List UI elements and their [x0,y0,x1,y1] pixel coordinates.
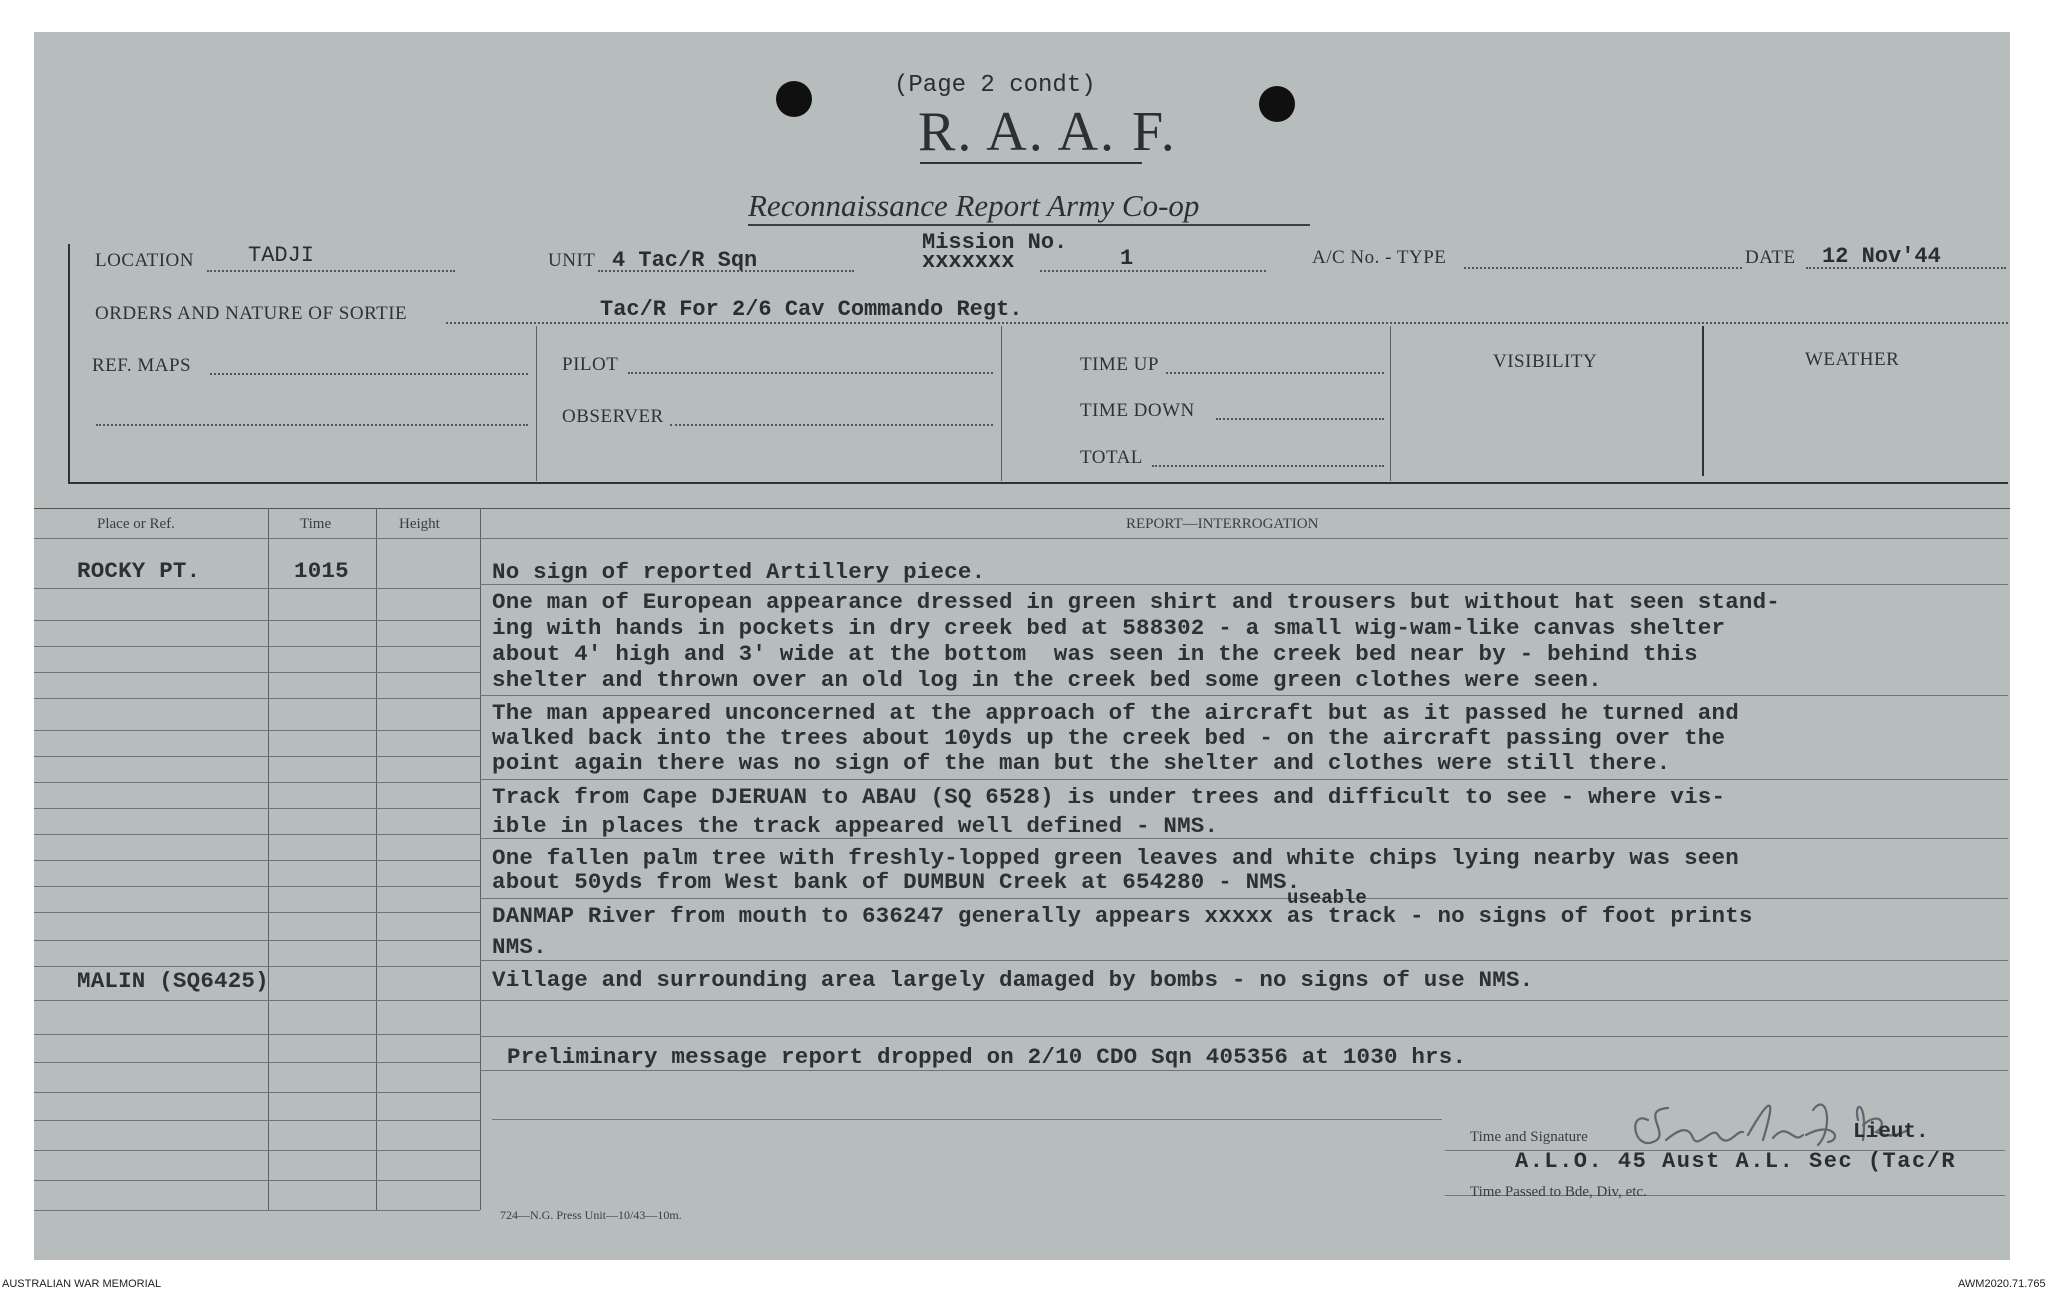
insert-word: useable [1287,887,1367,909]
ref-maps-dots-1 [210,373,528,375]
org-title: R. A. A. F. [918,101,1177,163]
report-line-4: about 4' high and 3' wide at the bottom was seen in the creek bed near by - behind this [492,641,1698,667]
col-height-header: Height [399,516,440,532]
report-line-5: shelter and thrown over an old log in the creek bed some green clothes were seen. [492,667,1602,693]
mission-label: Mission No. [922,230,1068,255]
table-rule-report [480,1036,2008,1037]
location-label: LOCATION [95,250,194,271]
table-col-divider-2 [376,508,377,1210]
report-line-3: ing with hands in pockets in dry creek bed at 588302 - a small wig-wam-like canvas shelter [492,615,1726,641]
report-line-10: ible in places the track appeared well defined - NMS. [492,813,1219,839]
time-1015: 1015 [294,558,349,584]
date-value: 12 Nov'44 [1822,244,1941,269]
orders-dots [446,322,2008,324]
table-rule-report [480,779,2008,780]
form-title-underline [748,224,1310,226]
signature-rule-left [492,1119,1442,1120]
time-passed-label: Time Passed to Bde, Div, etc. [1470,1184,1647,1200]
punch-hole-right [1259,86,1295,122]
table-rule-left [34,1092,480,1093]
table-rule-left [34,940,480,941]
time-down-dots [1216,418,1384,420]
divider-time [1001,326,1002,481]
table-rule-left [34,646,480,647]
ac-type-label: A/C No. - TYPE [1312,247,1447,268]
unit-value: 4 Tac/R Sqn [612,248,758,273]
report-line-13: DANMAP River from mouth to 636247 generally appears xxxxx as track - no signs of foot prints [492,903,1753,929]
report-line-11: One fallen palm tree with freshly-lopped green leaves and white chips lying nearby was seen [492,845,1739,871]
table-col-divider-3 [480,508,481,1210]
printer-note: 724—N.G. Press Unit—10/43—10m. [500,1208,682,1222]
ac-type-dots [1464,267,1742,269]
ref-maps-label: REF. MAPS [92,355,192,376]
total-dots [1152,465,1384,467]
footer-left: AUSTRALIAN WAR MEMORIAL [2,1278,162,1290]
table-rule-left [34,698,480,699]
table-rule-left [34,782,480,783]
report-line-1: No sign of reported Artillery piece. [492,559,986,585]
table-rule-left [34,860,480,861]
table-top-line [34,508,2010,509]
time-signature-label: Time and Signature [1470,1129,1588,1145]
table-rule-left [34,1062,480,1063]
divider-pilot [536,326,537,481]
observer-label: OBSERVER [562,406,664,427]
report-line-8: point again there was no sign of the man but the shelter and clothes were still there. [492,750,1671,776]
mission-value: 1 [1120,246,1134,271]
table-rule-report [480,695,2008,696]
table-rule-report [480,898,2008,899]
total-label: TOTAL [1080,447,1143,468]
divider-weather [1702,326,1704,476]
table-rule-left [34,966,480,967]
report-line-2: One man of European appearance dressed in green shirt and trousers but without hat seen stand- [492,589,1781,615]
location-dots [207,270,455,272]
table-rule-report [480,1070,2008,1071]
orders-label: ORDERS AND NATURE OF SORTIE [95,303,408,324]
punch-hole-left [776,81,812,117]
weather-label: WEATHER [1805,349,1900,370]
table-rule-left [34,1210,480,1211]
time-up-label: TIME UP [1080,354,1159,375]
time-down-label: TIME DOWN [1080,400,1195,421]
table-rule-left [34,756,480,757]
table-rule-left [34,808,480,809]
report-line-12: about 50yds from West bank of DUMBUN Creek at 654280 - NMS. [492,869,1301,895]
form-title: Reconnaissance Report Army Co-op [748,188,1200,223]
pilot-label: PILOT [562,354,619,375]
col-place-header: Place or Ref. [97,516,175,532]
table-rule-left [34,620,480,621]
date-label: DATE [1745,247,1796,268]
table-rule-left [34,912,480,913]
header-box-left [68,244,70,484]
pilot-dots [628,372,993,374]
observer-dots [670,424,993,426]
divider-visibility [1390,326,1391,481]
page-note: (Page 2 condt) [894,72,1096,99]
report-line-9: Track from Cape DJERUAN to ABAU (SQ 6528) is under trees and difficult to see - where vis- [492,784,1726,810]
table-rule-left [34,588,480,589]
table-rule-left [34,538,480,539]
table-rule-left [34,834,480,835]
handwritten-signature [1618,1080,1938,1160]
unit-label: UNIT [548,250,596,271]
table-rule-left [34,1000,480,1001]
table-rule-left [34,730,480,731]
orders-value: Tac/R For 2/6 Cav Commando Regt. [600,297,1023,322]
org-underline [920,162,1142,164]
report-line-7: walked back into the trees about 10yds up the creek bed - on the aircraft passing over the [492,725,1726,751]
report-line-15: Village and surrounding area largely damaged by bombs - no signs of use NMS. [492,967,1534,993]
mission-struck: xxxxxxx [922,249,1015,274]
unit-line: A.L.O. 45 Aust A.L. Sec (Tac/R [1515,1149,1957,1174]
visibility-label: VISIBILITY [1493,351,1598,372]
time-up-dots [1166,372,1384,374]
place-malin: MALIN (SQ6425) [77,968,269,994]
table-rule-left [34,672,480,673]
table-rule-report [480,960,2008,961]
rank: Lieut. [1853,1121,1929,1144]
table-rule-left [34,1034,480,1035]
header-box-bottom [68,482,2008,484]
mission-dots [1040,270,1266,272]
table-rule-report [480,1000,2008,1001]
table-rule-left [34,886,480,887]
table-rule-report [480,538,2008,539]
col-report-header: REPORT—INTERROGATION [1126,516,1319,532]
ref-maps-dots-2 [96,424,528,426]
footer-right: AWM2020.71.765 [1958,1278,2046,1290]
report-line-16: Preliminary message report dropped on 2/10 CDO Sqn 405356 at 1030 hrs. [507,1044,1467,1070]
report-line-14: NMS. [492,934,547,960]
place-rocky-pt: ROCKY PT. [77,558,201,584]
col-time-header: Time [300,516,332,532]
table-rule-left [34,1180,480,1181]
table-rule-left [34,1120,480,1121]
report-line-6: The man appeared unconcerned at the approach of the aircraft but as it passed he turned and [492,700,1739,726]
table-col-divider-1 [268,508,269,1210]
table-rule-left [34,1150,480,1151]
location-value: TADJI [248,243,315,268]
